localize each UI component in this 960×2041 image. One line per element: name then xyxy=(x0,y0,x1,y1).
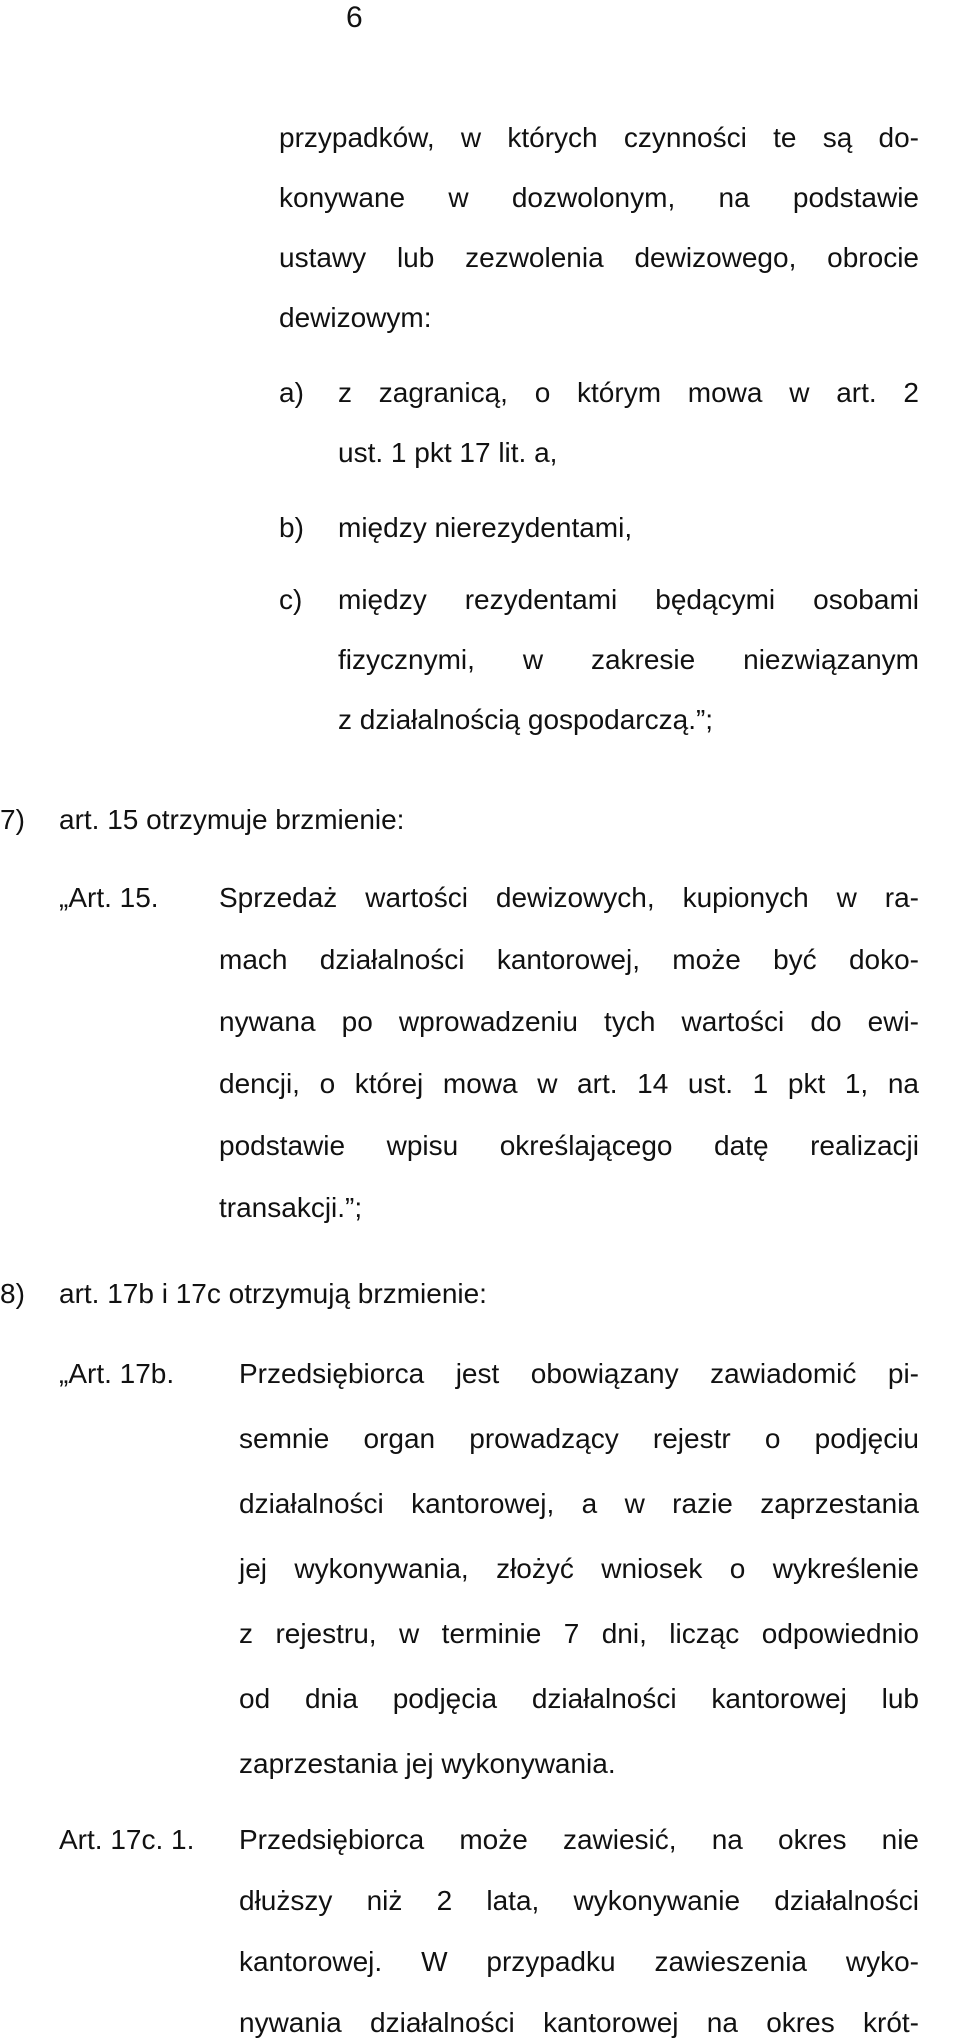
list-item-line: między nierezydentami, xyxy=(338,512,633,543)
article-line: Przedsiębiorca jest obowiązany zawiadomić pi- xyxy=(239,1358,919,1389)
list-item-label: c) xyxy=(279,584,303,615)
article-line: działalności kantorowej, a w razie zaprzestania xyxy=(239,1488,919,1519)
list-item-line: z zagranicą, o którym mowa w art. 2 xyxy=(338,377,919,408)
page-number: 6 xyxy=(346,1,363,34)
list-item-label: a) xyxy=(279,377,304,408)
list-item-line: z działalnością gospodarczą.”; xyxy=(338,704,714,735)
article-line: kantorowej. W przypadku zawieszenia wyko- xyxy=(239,1946,919,1977)
article-line: jej wykonywania, złożyć wniosek o wykreślenie xyxy=(239,1553,919,1584)
article-line: z rejestru, w terminie 7 dni, licząc odpowiednio xyxy=(239,1618,919,1649)
article-line: podstawie wpisu określającego datę realizacji xyxy=(219,1130,919,1161)
list-item-line: fizycznymi, w zakresie niezwiązanym xyxy=(338,644,919,675)
list-item-label: b) xyxy=(279,512,304,543)
article-line: Sprzedaż wartości dewizowych, kupionych w ra- xyxy=(219,882,919,913)
intro-line: ustawy lub zezwolenia dewizowego, obrocie xyxy=(279,242,919,273)
article-line: semnie organ prowadzący rejestr o podjęciu xyxy=(239,1423,919,1454)
article-line: dencji, o której mowa w art. 14 ust. 1 pkt 1, na xyxy=(219,1068,919,1099)
point-label: 7) xyxy=(0,804,25,835)
point-text: art. 17b i 17c otrzymują brzmienie: xyxy=(59,1278,487,1309)
article-line: dłuższy niż 2 lata, wykonywanie działalności xyxy=(239,1885,919,1916)
intro-line: przypadków, w których czynności te są do- xyxy=(279,122,919,153)
article-line: nywania działalności kantorowej na okres krót- xyxy=(239,2007,919,2038)
article-line: nywana po wprowadzeniu tych wartości do ewi- xyxy=(219,1006,919,1037)
article-label: „Art. 17b. xyxy=(59,1358,175,1389)
point-label: 8) xyxy=(0,1278,25,1309)
intro-line: dewizowym: xyxy=(279,302,432,333)
list-item-line: ust. 1 pkt 17 lit. a, xyxy=(338,437,558,468)
article-label: „Art. 15. xyxy=(59,882,159,913)
intro-line: konywane w dozwolonym, na podstawie xyxy=(279,182,919,213)
article-line: zaprzestania jej wykonywania. xyxy=(239,1748,616,1779)
point-text: art. 15 otrzymuje brzmienie: xyxy=(59,804,405,835)
article-label: Art. 17c. 1. xyxy=(59,1824,195,1855)
article-line: Przedsiębiorca może zawiesić, na okres nie xyxy=(239,1824,919,1855)
list-item-line: między rezydentami będącymi osobami xyxy=(338,584,919,615)
article-line: od dnia podjęcia działalności kantorowej lub xyxy=(239,1683,919,1714)
article-line: mach działalności kantorowej, może być doko- xyxy=(219,944,919,975)
article-line: transakcji.”; xyxy=(219,1192,363,1223)
